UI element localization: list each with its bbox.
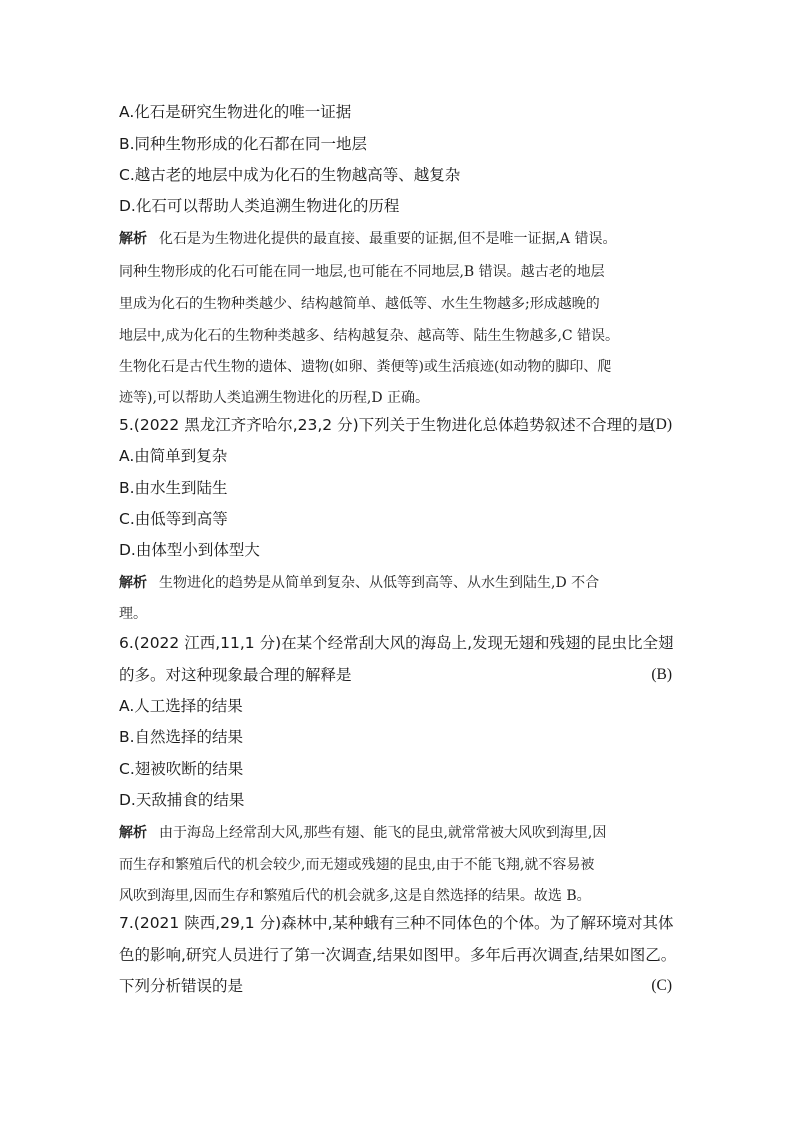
q6-analysis-line: 而生存和繁殖后代的机会较少,而无翅或残翅的昆虫,由于不能飞翔,就不容易被 xyxy=(119,857,595,873)
q5-analysis-line: 解析 生物进化的趋势是从简单到复杂、从低等到高等、从水生到陆生,D 不合 xyxy=(119,575,600,591)
q5-option-a: A.由简单到复杂 xyxy=(119,447,228,465)
q4-option-a: A.化石是研究生物进化的唯一证据 xyxy=(119,103,352,121)
q6-analysis-label: 解析 xyxy=(119,825,147,841)
q4-analysis-line: 里成为化石的生物种类越少、结构越简单、越低等、水生生物越多;形成越晚的 xyxy=(119,296,600,312)
q5-stem: 5.(2022 黑龙江齐齐哈尔,23,2 分)下列关于生物进化总体趋势叙述不合理的是 xyxy=(119,416,654,434)
q4-option-b: B.同种生物形成的化石都在同一地层 xyxy=(119,135,368,153)
q7-stem-line: 7.(2021 陕西,29,1 分)森林中,某种蛾有三种不同体色的个体。为了解环境对其体 xyxy=(119,914,674,932)
q5-option-b: B.由水生到陆生 xyxy=(119,479,228,497)
q5-answer: (D) xyxy=(650,416,672,433)
q5-analysis-label: 解析 xyxy=(119,575,147,591)
q6-stem-line: 6.(2022 江西,11,1 分)在某个经常刮大风的海岛上,发现无翅和残翅的昆虫比全翅 xyxy=(119,634,674,652)
q5-option-d: D.由体型小到体型大 xyxy=(119,541,260,559)
q4-analysis-line: 生物化石是古代生物的遗体、遗物(如卵、粪便等)或生活痕迹(如动物的脚印、爬 xyxy=(119,359,612,375)
q4-option-c: C.越古老的地层中成为化石的生物越高等、越复杂 xyxy=(119,166,461,184)
q6-analysis-line: 风吹到海里,因而生存和繁殖后代的机会就多,这是自然选择的结果。故选 B。 xyxy=(119,888,591,904)
q4-analysis-line: 迹等),可以帮助人类追溯生物进化的历程,D 正确。 xyxy=(119,390,430,406)
q6-stem-line: 的多。对这种现象最合理的解释是 xyxy=(119,666,352,684)
q6-option-b: B.自然选择的结果 xyxy=(119,728,244,746)
q5-option-c: C.由低等到高等 xyxy=(119,510,228,528)
q4-analysis-line: 同种生物形成的化石可能在同一地层,也可能在不同地层,B 错误。越古老的地层 xyxy=(119,264,605,280)
q5-analysis-line: 理。 xyxy=(119,606,147,622)
q6-option-c: C.翅被吹断的结果 xyxy=(119,760,244,778)
q6-option-a: A.人工选择的结果 xyxy=(119,697,243,715)
q7-answer: (C) xyxy=(651,977,672,994)
q4-option-d: D.化石可以帮助人类追溯生物进化的历程 xyxy=(119,197,400,215)
q7-stem-line: 下列分析错误的是 xyxy=(119,977,244,995)
q6-option-d: D.天敌捕食的结果 xyxy=(119,791,245,809)
q4-analysis-line: 地层中,成为化石的生物种类越多、结构越复杂、越高等、陆生生物越多,C 错误。 xyxy=(119,328,620,344)
q6-answer: (B) xyxy=(651,666,672,683)
q7-stem-line: 色的影响,研究人员进行了第一次调查,结果如图甲。多年后再次调查,结果如图乙。 xyxy=(119,946,677,964)
q4-analysis-line: 解析 化石是为生物进化提供的最直接、最重要的证据,但不是唯一证据,A 错误。 xyxy=(119,231,617,247)
q6-analysis-line: 解析 由于海岛上经常刮大风,那些有翅、能飞的昆虫,就常常被大风吹到海里,因 xyxy=(119,825,607,841)
q4-analysis-label: 解析 xyxy=(119,231,147,247)
